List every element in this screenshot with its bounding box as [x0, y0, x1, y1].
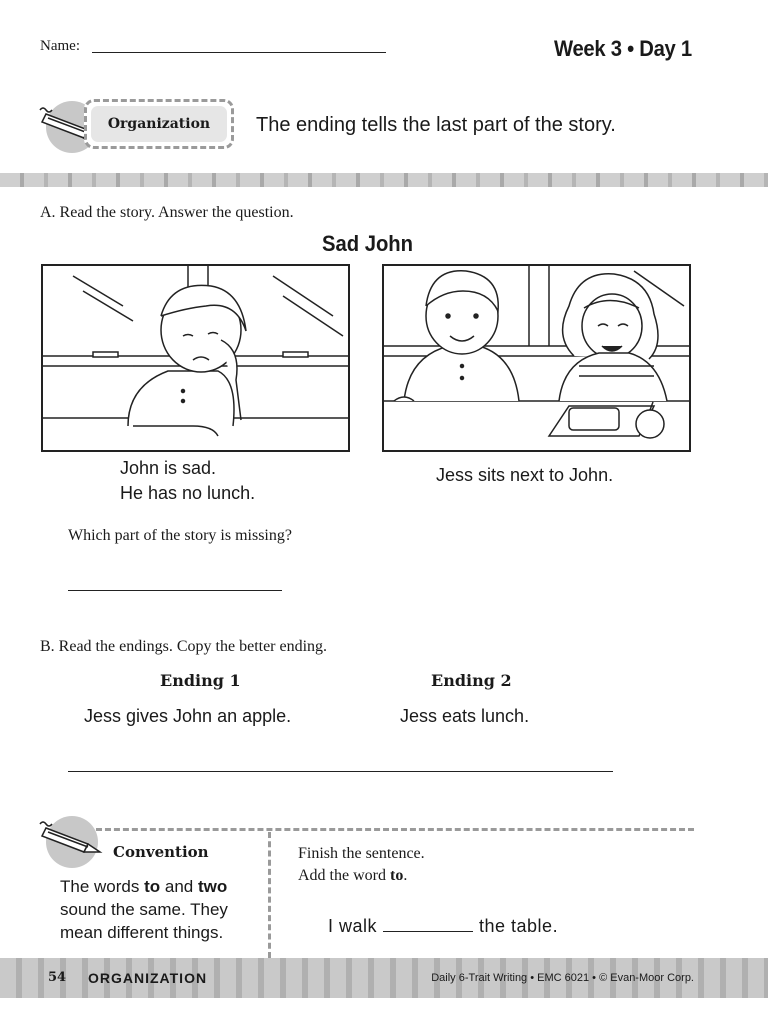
organization-tag	[84, 99, 234, 149]
page-number: 54	[48, 970, 67, 985]
name-line[interactable]	[92, 52, 386, 53]
story-panel-2	[382, 264, 691, 452]
organization-tag-label: Organization	[91, 106, 227, 142]
ending-1-heading: Ending 1	[160, 671, 241, 690]
blank-line[interactable]	[383, 931, 473, 932]
week-day-title: Week 3 • Day 1	[554, 36, 692, 61]
missing-part-question: Which part of the story is missing?	[68, 527, 292, 544]
fill-in-sentence: I walk the table.	[328, 916, 559, 936]
pencil-icon	[38, 818, 108, 858]
story-title: Sad John	[321, 231, 414, 256]
section-a-instruction: A. Read the story. Answer the question.	[40, 204, 294, 221]
jess-and-john-illustration	[384, 266, 689, 450]
panel-2-caption: Jess sits next to John.	[436, 465, 614, 485]
answer-line-b[interactable]	[68, 771, 613, 772]
convention-instruction: Finish the sentence. Add the word to.	[298, 845, 425, 884]
ending-1-text: Jess gives John an apple.	[84, 706, 292, 726]
organization-text: The ending tells the last part of the story.	[256, 114, 616, 136]
footer-credit: Daily 6-Trait Writing • EMC 6021 • © Evan-Moor Corp.	[431, 972, 694, 984]
story-panel-1	[41, 264, 350, 452]
divider-stripe	[0, 173, 768, 187]
section-b-instruction: B. Read the endings. Copy the better ending.	[40, 638, 328, 655]
name-label: Name:	[40, 38, 80, 54]
convention-tag: Convention	[113, 843, 209, 861]
convention-divider	[268, 832, 271, 958]
convention-description: The words to and two sound the same. They mean different things.	[60, 877, 228, 942]
ending-2-text: Jess eats lunch.	[400, 706, 530, 726]
footer-section: ORGANIZATION	[88, 970, 208, 986]
panel-1-caption-line-1: John is sad.	[120, 458, 217, 478]
panel-1-caption-line-2: He has no lunch.	[120, 483, 256, 503]
ending-2-heading: Ending 2	[431, 671, 512, 690]
answer-line-a[interactable]	[68, 590, 282, 591]
convention-dashed-border	[96, 828, 694, 831]
sad-john-illustration	[43, 266, 348, 450]
